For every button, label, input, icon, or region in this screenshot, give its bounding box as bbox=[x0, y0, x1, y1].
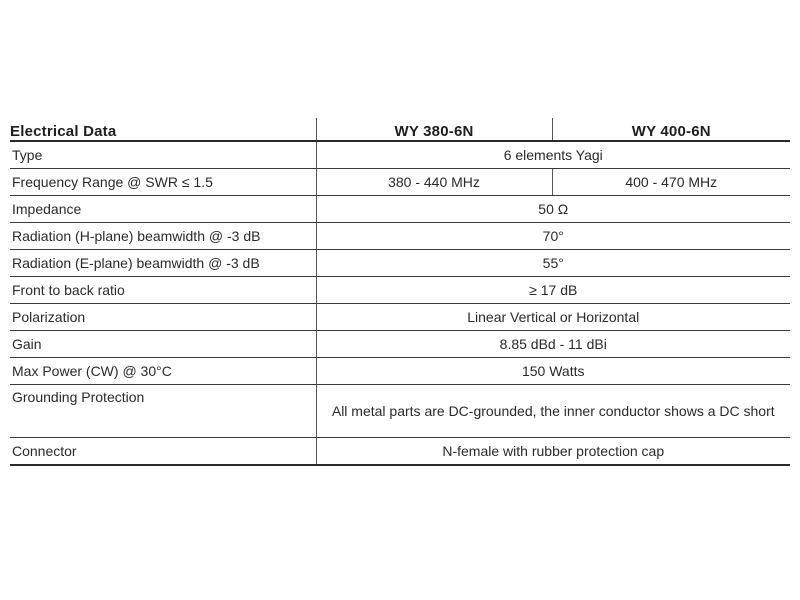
table-row-connector bbox=[10, 438, 790, 466]
row-value: 70° bbox=[316, 223, 790, 250]
row-value: 50 Ω bbox=[316, 196, 790, 223]
table-row-grounding-protection bbox=[10, 385, 790, 438]
model-a-header: WY 380-6N bbox=[316, 118, 552, 141]
table-row-e-plane-beamwidth bbox=[10, 250, 790, 277]
row-label: Frequency Range @ SWR ≤ 1.5 bbox=[10, 169, 316, 196]
row-label: Radiation (H-plane) beamwidth @ -3 dB bbox=[10, 223, 316, 250]
row-label: Polarization bbox=[10, 304, 316, 331]
row-value: 6 elements Yagi bbox=[316, 141, 790, 169]
electrical-data-table bbox=[10, 118, 790, 466]
row-label: Max Power (CW) @ 30°C bbox=[10, 358, 316, 385]
row-label: Radiation (E-plane) beamwidth @ -3 dB bbox=[10, 250, 316, 277]
table-row-gain bbox=[10, 331, 790, 358]
table-title: Electrical Data bbox=[10, 118, 316, 141]
table-row-type bbox=[10, 141, 790, 169]
row-label: Grounding Protection bbox=[10, 385, 316, 438]
table-row-front-to-back bbox=[10, 277, 790, 304]
row-value-model-a: 380 - 440 MHz bbox=[316, 169, 552, 196]
model-b-header: WY 400-6N bbox=[552, 118, 790, 141]
table-row-frequency-range bbox=[10, 169, 790, 196]
row-value: 55° bbox=[316, 250, 790, 277]
table-row-max-power bbox=[10, 358, 790, 385]
table-row-polarization bbox=[10, 304, 790, 331]
row-value: 8.85 dBd - 11 dBi bbox=[316, 331, 790, 358]
row-value: N-female with rubber protection cap bbox=[316, 438, 790, 466]
table-row-h-plane-beamwidth bbox=[10, 223, 790, 250]
row-label: Gain bbox=[10, 331, 316, 358]
row-label: Type bbox=[10, 141, 316, 169]
row-value: ≥ 17 dB bbox=[316, 277, 790, 304]
row-label: Front to back ratio bbox=[10, 277, 316, 304]
row-label: Connector bbox=[10, 438, 316, 466]
table-row-impedance bbox=[10, 196, 790, 223]
row-value: All metal parts are DC-grounded, the inner conductor shows a DC short bbox=[316, 385, 790, 438]
row-value-model-b: 400 - 470 MHz bbox=[552, 169, 790, 196]
row-label: Impedance bbox=[10, 196, 316, 223]
table-header-row bbox=[10, 118, 790, 141]
row-value: Linear Vertical or Horizontal bbox=[316, 304, 790, 331]
row-value: 150 Watts bbox=[316, 358, 790, 385]
